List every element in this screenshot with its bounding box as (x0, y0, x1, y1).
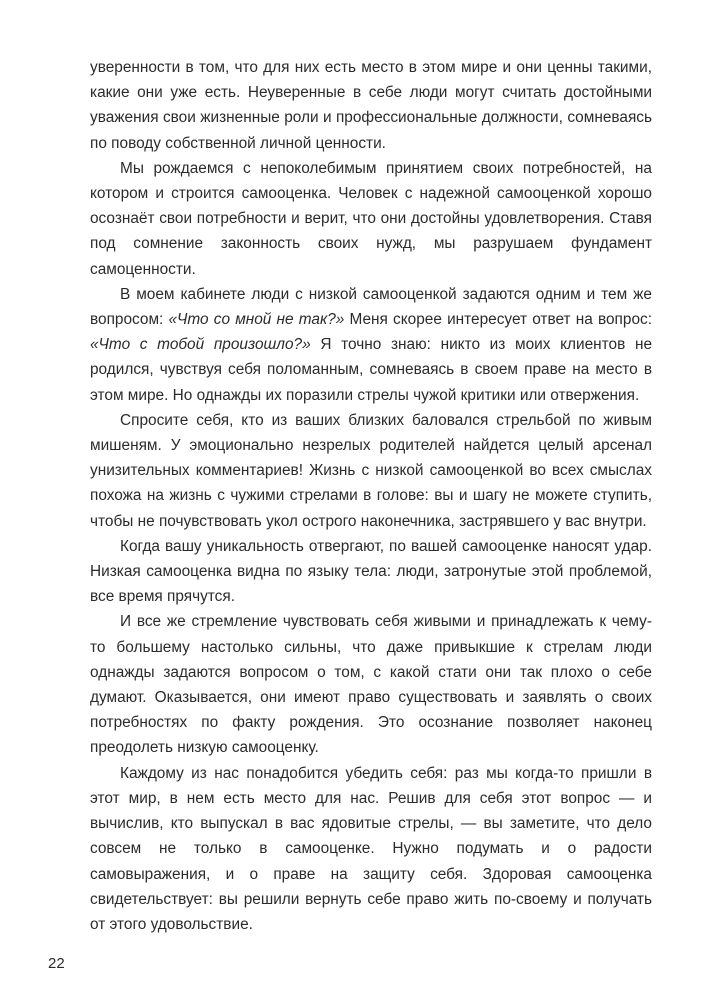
paragraph (90, 408, 652, 534)
text-run: Меня скорее интересует ответ на вопрос: (344, 311, 652, 329)
paragraph (90, 156, 652, 282)
paragraph (90, 55, 652, 156)
text-run: В моем кабинете люди с низкой самооценкой задаются одним и тем же вопросом: (90, 285, 652, 329)
text-run: И все же стремление чувствовать себя живыми и принадлежать к чему-то большему настолько сильны, что даже привыкшие к стрелам люди однажды задаются вопросом о том, с какой стати они так плохо о себе думают. Оказывается, они имеют право существовать и заявлять о своих потребностях по факту рождения. Это осознание позволяет наконец преодолеть низкую самооценку. (90, 613, 652, 757)
text-run: Когда вашу уникальность отвергают, по вашей самооценке наносят удар. Низкая самооценка видна по языку тела: люди, затронутые этой проблемой, все время прячутся. (90, 537, 652, 606)
page-number: 22 (48, 955, 65, 972)
italic-quote: «Что с тобой произошло?» (90, 336, 311, 354)
body-text (90, 55, 652, 937)
paragraph (90, 282, 652, 408)
paragraph (90, 609, 652, 760)
text-run: уверенности в том, что для них есть место в этом мире и они ценны такими, какие они уже есть. Неуверенные в себе люди могут считать достойными уважения свои жизненные роли и профессиональные должности, сомневаясь по поводу собственной личной ценности. (90, 59, 652, 152)
text-run: Каждому из нас понадобится убедить себя: раз мы когда-то пришли в этот мир, в нем есть место для нас. Решив для себя этот вопрос — и вычислив, кто выпускал в вас ядовитые стрелы, — вы заметите, что дело совсем не только в самооценке. Нужно подумать и о радости самовыражения, и о праве на защиту себя. Здоровая самооценка свидетельствует: вы решили вернуть себе право жить по-своему и получать от этого удовольствие. (90, 764, 652, 933)
text-run: Мы рождаемся с непоколебимым принятием своих потребностей, на котором и строится самооценка. Человек с надежной самооценкой хорошо осознаёт свои потребности и верит, что они достойны удовлетворения. Ставя под сомнение законность своих нужд, мы разрушаем фундамент самоценности. (90, 159, 652, 278)
text-run: Я точно знаю: никто из моих клиентов не родился, чувствуя себя поломанным, сомневаясь в своем праве на место в этом мире. Но однажды их поразили стрелы чужой критики или отвержения. (90, 336, 652, 404)
italic-quote: «Что со мной не так?» (168, 311, 345, 329)
text-run: Спросите себя, кто из ваших близких баловался стрельбой по живым мишеням. У эмоционально незрелых родителей найдется целый арсенал унизительных комментариев! Жизнь с низкой самооценкой во всех смыслах похожа на жизнь с чужими стрелами в голове: вы и шагу не можете ступить, чтобы не почувствовать укол острого наконечника, застрявшего у вас внутри. (90, 411, 652, 530)
paragraph (90, 761, 652, 937)
paragraph (90, 534, 652, 610)
